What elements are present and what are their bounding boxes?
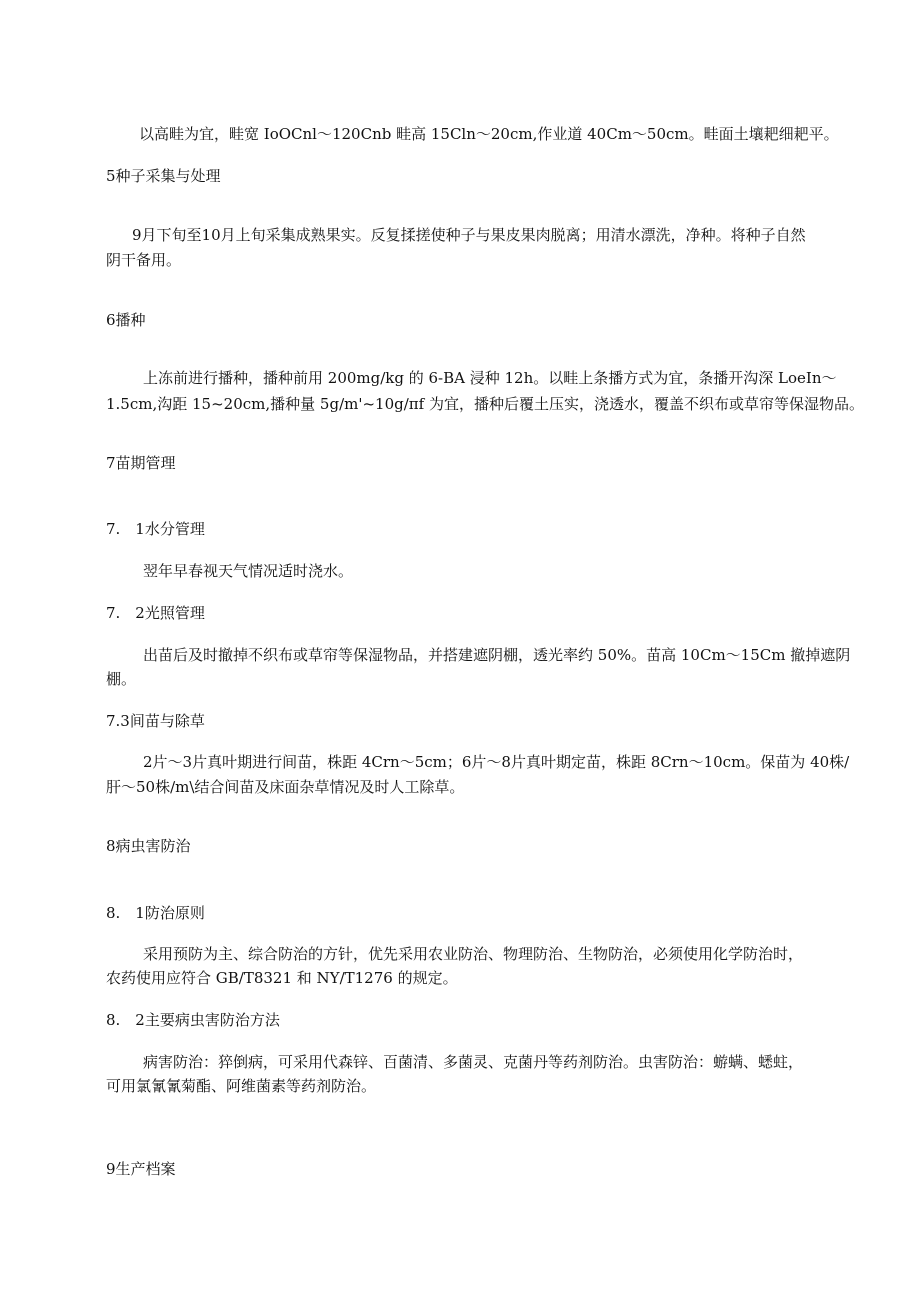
paragraph-7-3-line-2: 肝～50株∕m\结合间苗及床面杂草情况及时人工除草。 — [106, 778, 465, 796]
paragraph-7-3-line-1: 2片～3片真叶期进行间苗，株距 4Crn～5cm；6片～8片真叶期定苗，株距 8Crn～10cm。保苗为 40株/ — [143, 753, 850, 771]
section-heading-5: 5种子采集与处理 — [106, 167, 221, 185]
subsection-heading-8-1: 8. 1防治原则 — [106, 904, 205, 922]
section-heading-8: 8病虫害防治 — [106, 837, 191, 855]
section-heading-6: 6播种 — [106, 311, 146, 329]
paragraph-7-2-line-2: 棚。 — [106, 670, 137, 688]
paragraph-6-line-1: 上冻前进行播种，播种前用 200mg∕kg 的 6-BA 浸种 12h。以畦上条播方式为宜，条播开沟深 LoeIn～ — [143, 369, 837, 387]
paragraph-8-1-line-2: 农药使用应符合 GB/T8321 和 NY/T1276 的规定。 — [106, 969, 458, 987]
paragraph-7-1: 翌年早春视天气情况适时浇水。 — [143, 562, 354, 580]
paragraph-6-line-2: 1.5cm,沟距 15~20cm,播种量 5g∕m'~10g∕πf 为宜，播种后覆土压实，浇透水，覆盖不织布或草帘等保湿物品。 — [106, 395, 864, 413]
paragraph-8-2-line-1: 病害防治：猝倒病，可采用代森锌、百菌清、多菌灵、克菌丹等药剂防治。虫害防治：蝣螨、蟋蛀， — [143, 1053, 804, 1071]
subsection-heading-7-2: 7. 2光照管理 — [106, 604, 205, 622]
subsection-heading-8-2: 8. 2主要病虫害防治方法 — [106, 1011, 280, 1029]
subsection-heading-7-1: 7. 1水分管理 — [106, 520, 205, 538]
paragraph-8-2-line-2: 可用氯氰氰菊酯、阿维菌素等药剂防治。 — [106, 1077, 377, 1095]
paragraph-8-1-line-1: 采用预防为主、综合防治的方针，优先采用农业防治、物理防治、生物防治，必须使用化学防治时， — [143, 945, 804, 963]
paragraph-5-line-2: 阴干备用。 — [106, 251, 182, 269]
paragraph-7-2-line-1: 出苗后及时撤掉不织布或草帘等保湿物品，并搭建遮阴棚，透光率约 50%。苗高 10Cm～15Cm 撤掉遮阴 — [143, 646, 851, 664]
paragraph-ridge: 以高畦为宜，畦宽 IoOCnl～120Cnb 畦高 15Cln～20cm,作业道 40Cm～50cm。畦面土壤耙细耙平。 — [139, 125, 839, 143]
paragraph-5-line-1: 9月下旬至10月上旬采集成熟果实。反复揉搓使种子与果皮果肉脱离；用清水漂洗，净种。将种子自然 — [132, 226, 806, 244]
section-heading-9: 9生产档案 — [106, 1160, 176, 1178]
subsection-heading-7-3: 7.3间苗与除草 — [106, 712, 205, 730]
section-heading-7: 7苗期管理 — [106, 454, 176, 472]
